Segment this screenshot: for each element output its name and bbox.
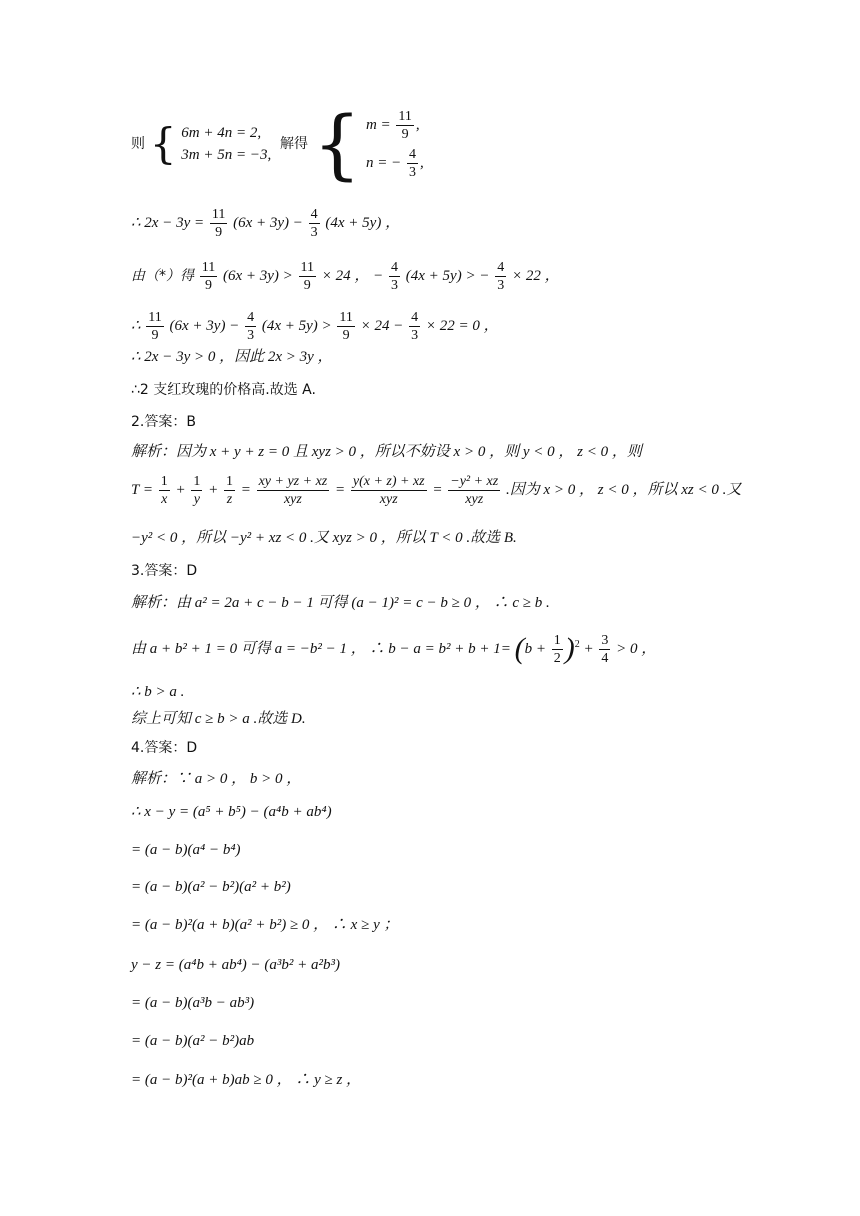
- fraction: $\frac{11}{9}$: [398, 109, 412, 143]
- solution-m: m = $\frac{11}{9}$ ,: [365, 109, 420, 143]
- equation-2: 3m + 5n = −3,: [181, 147, 272, 163]
- fraction: $\frac{xy + yz + xz}{\text{xyz}}$: [258, 474, 328, 507]
- math-line-23: = (a − b)(a³b − ab³): [131, 995, 255, 1011]
- math-line-T: T = $\frac{1}{x}$ + $\frac{1}{y}$ + $\frac{1}{z}$ = $\frac{xy + yz + xz}{\text{xyz}}$ = $\frac{y(x + z) + xz}{\text{xyz}}$ = $\frac{\text{−y² + xz}}{\text{xyz}}$ .因为 x > 0 ， z < 0 ，所以 xz < 0 .又: [131, 474, 742, 507]
- math-line-21: = (a − b)²(a + b)(a² + b²) ≥ 0 ， ∴ x ≥ y ；: [131, 917, 399, 933]
- system-line: [131, 99, 424, 188]
- fraction: $\frac{3}{4}$: [601, 633, 609, 666]
- equation-system: [181, 122, 271, 166]
- analysis-line-4: 解析：∵ a > 0 ， b > 0 ，: [131, 771, 302, 787]
- math-line-2: ∴ 2x − 3y = $\frac{11}{9}$ (6x + 3y) − $\frac{4}{3}$ (4x + 5y) ，: [131, 207, 401, 240]
- math-line-25: = (a − b)²(a + b)ab ≥ 0 ， ∴ y ≥ z ，: [131, 1072, 362, 1088]
- math-line-20: = (a − b)(a² − b²)(a² + b²): [131, 879, 291, 895]
- solution-n: n = − $\frac{4}{3}$ ,: [365, 147, 424, 181]
- left-brace: {: [149, 119, 177, 168]
- conclusion-line-3: 综上可知 c ≥ b > a .故选 D.: [131, 711, 306, 727]
- fraction: $\frac{1}{2}$: [553, 633, 561, 666]
- fraction: $\frac{11}{9}$: [201, 260, 216, 293]
- answer-heading-3: 3.答案：D: [131, 563, 198, 579]
- fraction: $\frac{1}{x}$: [160, 474, 168, 507]
- left-brace-solution: {: [312, 99, 362, 188]
- fraction: $\frac{4}{3}$: [411, 310, 419, 343]
- fraction: $\frac{11}{9}$: [211, 207, 226, 240]
- fraction: $\frac{4}{3}$: [247, 310, 255, 343]
- math-line-24: = (a − b)(a² − b²)ab: [131, 1033, 255, 1049]
- fraction: $\frac{4}{3}$: [497, 260, 505, 293]
- fraction: $\frac{4}{3}$: [310, 207, 318, 240]
- math-line-5: ∴ 2x − 3y > 0 ，因此 2x > 3y ，: [131, 349, 333, 365]
- fraction: $\frac{4}{3}$: [408, 147, 416, 181]
- analysis-line-2b: −y² < 0 ，所以 −y² + xz < 0 .又 xyz > 0 ，所以 T < 0 .故选 B.: [131, 530, 517, 546]
- answer-heading-4: 4.答案：D: [131, 740, 198, 756]
- fraction: $\frac{\text{−y² + xz}}{\text{xyz}}$: [450, 474, 499, 507]
- conclusion-line: ∴2 支红玫瑰的价格高.故选 A.: [131, 382, 316, 398]
- math-line-3: 由（*）得 $\frac{11}{9}$ (6x + 3y) > $\frac{11}{9}$ × 24 ， − $\frac{4}{3}$ (4x + 5y) > − $\frac{4}{3}$ × 22 ，: [131, 260, 560, 293]
- fraction: $\frac{11}{9}$: [339, 310, 353, 343]
- fraction: $\frac{1}{y}$: [193, 474, 201, 507]
- analysis-line-2: 解析：因为 x + y + z = 0 且 xyz > 0 ，所以不妨设 x > 0 ，则 y < 0 ， z < 0 ，则: [131, 444, 642, 460]
- equation-1: 6m + 4n = 2,: [181, 125, 262, 141]
- math-line-14: ∴ b > a .: [131, 684, 185, 700]
- fraction: $\frac{1}{z}$: [225, 474, 233, 507]
- math-line-19: = (a − b)(a⁴ − b⁴): [131, 842, 241, 858]
- math-line-13: 由 a + b² + 1 = 0 可得 a = −b² − 1 ， ∴ b − a = b² + b + 1= (b + $\frac{1}{2}$ )$^2$ + $\frac{3}{4}$ > 0 ，: [131, 631, 657, 666]
- answer-heading-2: 2.答案：B: [131, 414, 196, 430]
- math-line-22: y − z = (a⁴b + ab⁴) − (a³b² + a²b³): [131, 957, 341, 973]
- fraction: $\frac{11}{9}$: [300, 260, 315, 293]
- math-line-4: ∴ $\frac{11}{9}$ (6x + 3y) − $\frac{4}{3}$ (4x + 5y) > $\frac{11}{9}$ × 24 − $\frac{4}{3}$ × 22 = 0 ，: [131, 310, 499, 343]
- math-line-18: ∴ x − y = (a⁵ + b⁵) − (a⁴b + ab⁴): [131, 804, 332, 820]
- fraction: $\frac{4}{3}$: [391, 260, 399, 293]
- text-jiede: 解得: [280, 136, 309, 152]
- fraction: $\frac{11}{9}$: [148, 310, 162, 343]
- analysis-line-3: 解析：由 a² = 2a + c − b − 1 可得 (a − 1)² = c − b ≥ 0 ， ∴ c ≥ b .: [131, 595, 550, 611]
- fraction: $\frac{y(x + z) + xz}{\text{xyz}}$: [352, 474, 425, 507]
- text-ze: 则: [131, 136, 145, 152]
- solution-system: [366, 106, 424, 182]
